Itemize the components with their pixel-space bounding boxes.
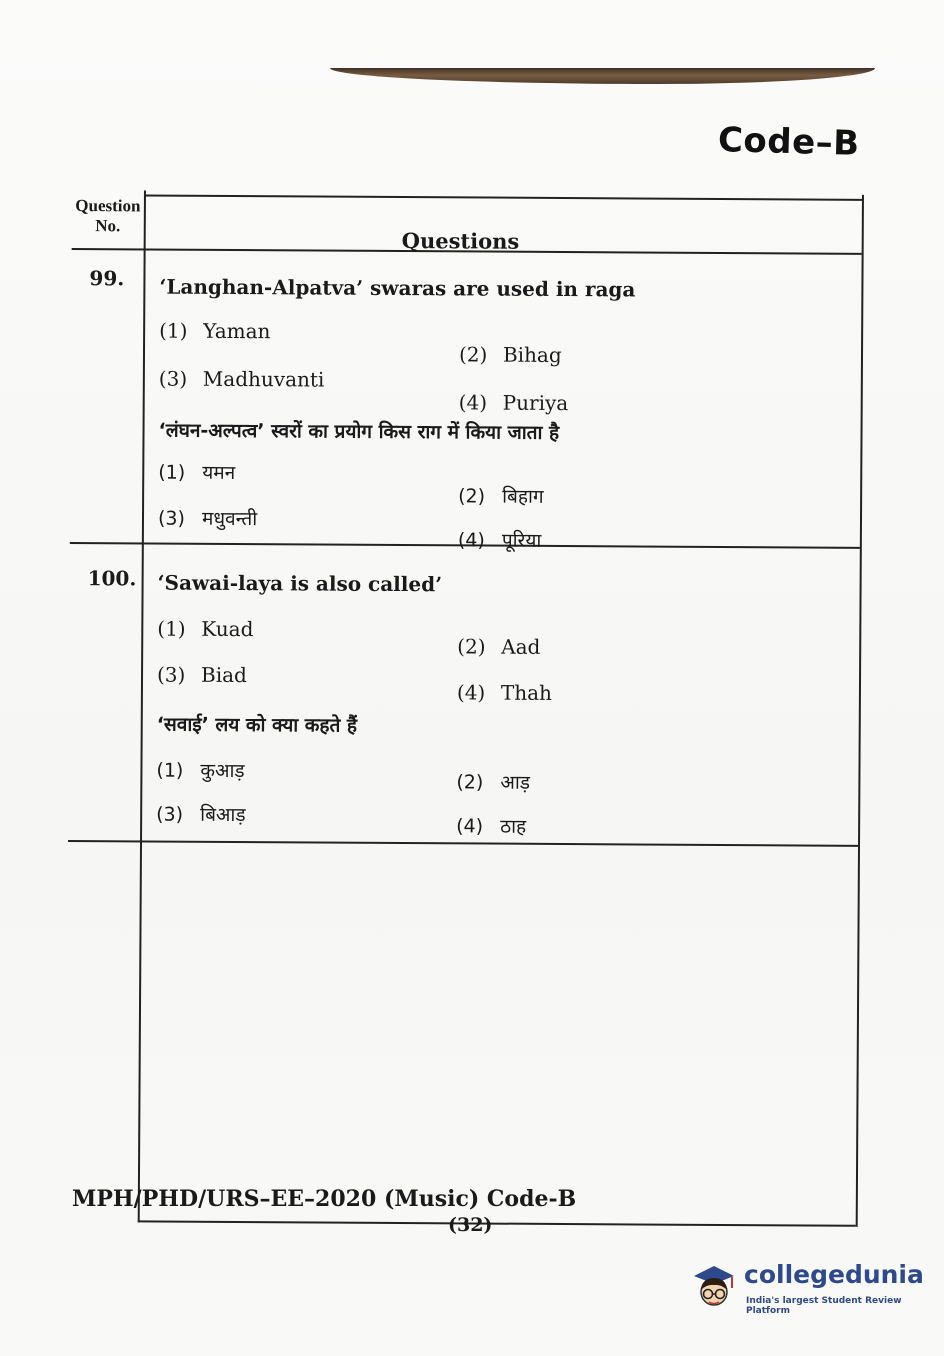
q100-option-2-en: (2) Aad <box>457 634 541 659</box>
q99-option-4-hi: (4) पूरिया <box>457 529 542 552</box>
header-questions: Questions <box>401 228 520 254</box>
watermark-brand-name: collegedunia <box>744 1260 924 1289</box>
page-code-title: Code–B <box>717 120 861 164</box>
q99-option-1-en: (1) Yaman <box>159 318 271 344</box>
question-number-100: 100. <box>87 566 137 591</box>
table-right-border <box>856 195 864 1227</box>
footer-exam-code: MPH/PHD/URS–EE–2020 (Music) Code-B <box>72 1186 577 1212</box>
collegedunia-watermark <box>688 1256 924 1316</box>
q99-option-2-hi: (2) बिहाग <box>458 485 544 508</box>
binding-strip <box>330 68 875 84</box>
q100-option-1-en: (1) Kuad <box>157 616 254 642</box>
q99-option-2-en: (2) Bihag <box>458 342 562 367</box>
header-question-no: Question No. <box>75 196 141 236</box>
q99-option-3-hi: (3) मधुवन्ती <box>157 507 258 531</box>
q99-option-4-en: (4) Puriya <box>458 390 569 416</box>
footer-page-number: (32) <box>448 1214 493 1236</box>
q100-option-2-hi: (2) आड़ <box>456 771 531 794</box>
q99-option-1-hi: (1) यमन <box>158 461 236 485</box>
q100-option-3-en: (3) Biad <box>156 662 247 688</box>
question-99-text-hi: ‘लंघन-अल्पत्व’ स्वरों का प्रयोग किस राग में किया जाता है <box>158 419 560 444</box>
question-100-text-en: ‘Sawai-laya is also called’ <box>157 570 443 597</box>
watermark-tagline: India's largest Student Review Platform <box>746 1296 902 1316</box>
q100-option-3-hi: (3) बिआड़ <box>156 803 246 827</box>
table-bottom-border <box>138 1220 856 1226</box>
question-99-text-en: ‘Langhan-Alpatva’ swaras are used in raga <box>159 274 636 302</box>
question-table <box>66 190 864 1235</box>
question-number-99: 99. <box>89 266 125 291</box>
q100-option-1-hi: (1) कुआड़ <box>156 759 245 783</box>
mascot-icon <box>688 1262 738 1312</box>
row-divider-100-empty <box>68 840 858 847</box>
table-top-border <box>144 194 862 200</box>
q100-option-4-en: (4) Thah <box>456 680 553 705</box>
question-100-text-hi: ‘सवाई’ लय को क्या कहते हैं <box>156 713 358 737</box>
column-divider <box>138 190 146 1222</box>
q100-option-4-hi: (4) ठाह <box>456 815 527 838</box>
q99-option-3-en: (3) Madhuvanti <box>158 366 325 392</box>
